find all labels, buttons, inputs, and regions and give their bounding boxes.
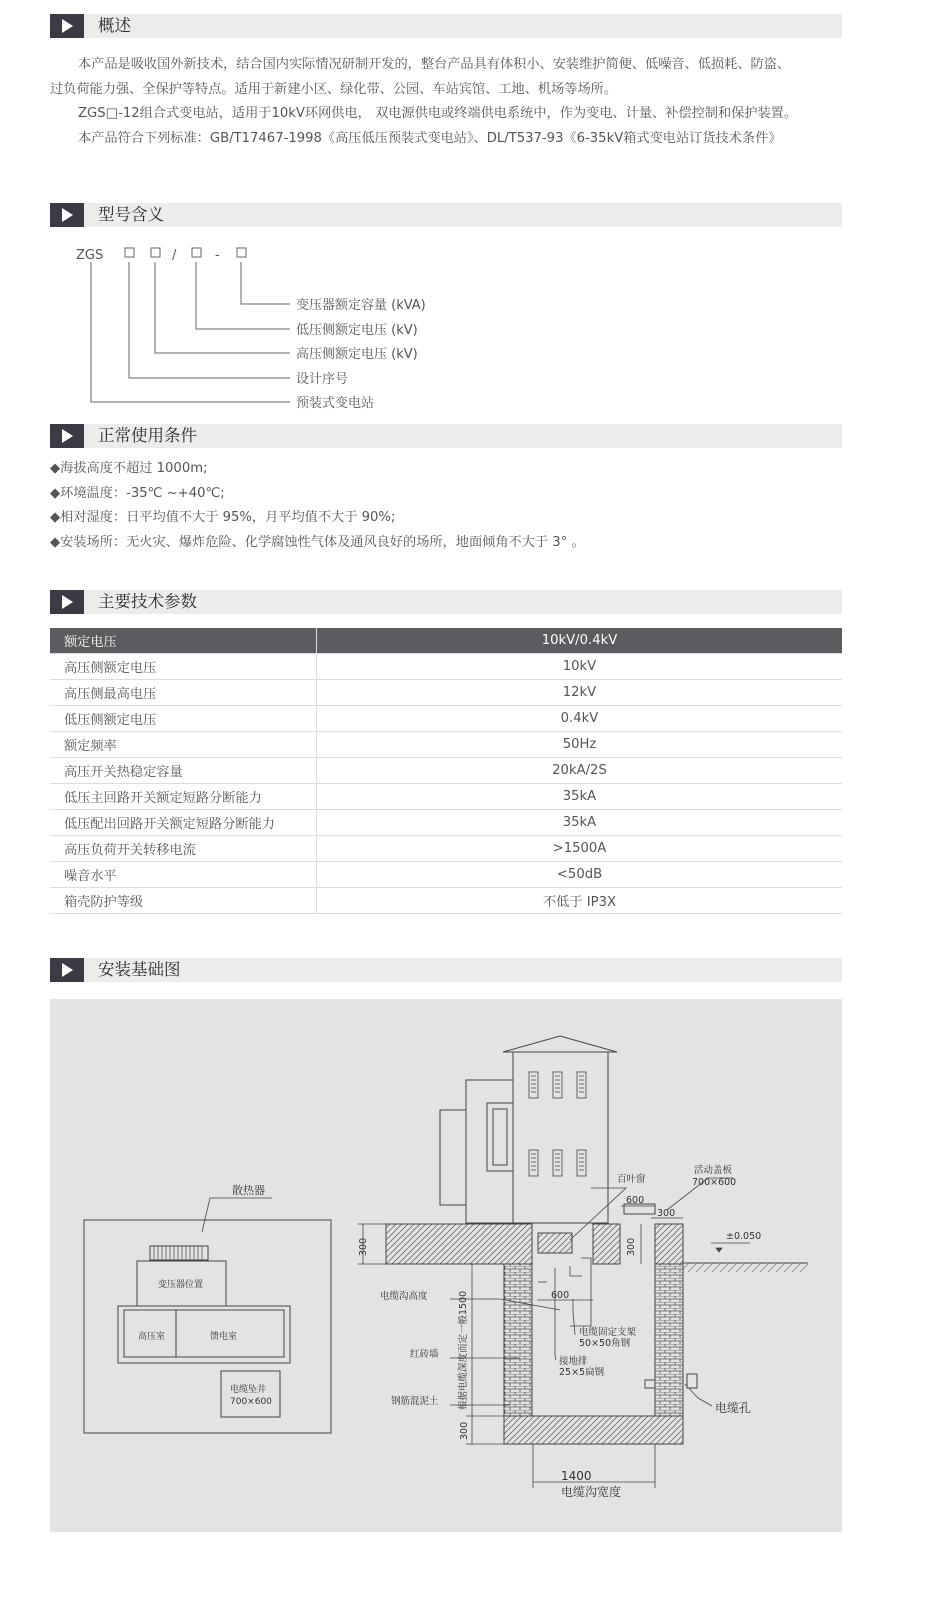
param-value: 不低于 IP3X [317,888,843,914]
table-row [50,732,842,758]
param-value: 10kV [317,654,843,680]
param-name: 高压开关热稳定容量 [50,758,317,784]
table-header-row [50,628,842,654]
leader-line [91,262,290,402]
leader-line [241,262,290,304]
dim-300-right: 300 [657,1208,676,1219]
param-name: 高压侧最高电压 [50,680,317,706]
param-name: 额定频率 [50,732,317,758]
section-title: 正常使用条件 [98,426,197,445]
section-header-model [50,203,842,227]
side-door-inner [493,1109,507,1165]
cable-well-label: 电缆坠井 [230,1385,267,1395]
condition-item: ◆安装场所：无火灾、爆炸危险、化学腐蚀性气体及通风良好的场所，地面倾角不大于 3° 。 [50,534,585,550]
bracket-label: 电缆固定支架 [579,1327,637,1338]
param-value: >1500A [317,836,843,862]
table-row [50,810,842,836]
param-name: 低压主回路开关额定短路分断能力 [50,784,317,810]
conditions-list [50,457,585,555]
width-label: 电缆沟宽度 [561,1485,622,1499]
slab-mid [593,1224,620,1264]
model-label: 变压器额定容量 (kVA) [296,298,426,313]
param-name: 低压侧额定电压 [50,706,317,732]
table-row [50,758,842,784]
table-row [50,706,842,732]
param-name: 噪音水平 [50,862,317,888]
table-row [50,888,842,914]
model-code-diagram [0,240,520,430]
brick-wall-left [504,1264,532,1416]
hv-room-label: 高压室 [138,1332,166,1342]
concrete-label: 钢筋混泥土 [391,1396,439,1407]
slab-left [386,1224,532,1264]
section-header-foundation [50,958,842,982]
roof [503,1036,617,1052]
table-row [50,862,842,888]
foundation-drawing [50,999,842,1532]
table-row [50,680,842,706]
play-icon [50,958,84,982]
radiator-shape [150,1246,208,1260]
dim-300-bottom: 300 [459,1421,470,1440]
spec-table [50,628,842,914]
model-label: 高压侧额定电压 (kV) [296,347,418,362]
ground-bar-spec: 25×5扁钢 [559,1367,605,1378]
movable-cover-label: 活动盖板 [694,1165,733,1176]
condition-item: ◆相对湿度：日平均值不大于 95%，月平均值不大于 90%; [50,510,396,525]
leader-line [129,262,290,378]
model-code-box [192,248,201,257]
table-header-cell: 额定电压 [50,628,317,654]
ground-bar-label: 接地排 [559,1356,588,1367]
play-icon [50,424,84,448]
brick-wall-label: 红砖墙 [410,1349,439,1360]
model-label: 预装式变电站 [296,396,375,411]
leader-line [196,262,290,329]
dim-600-top: 600 [626,1195,645,1206]
model-code-prefix: ZGS [76,248,104,263]
foundation-drawing-svg [50,999,842,1532]
radiator-label: 散热器 [232,1184,265,1197]
param-name: 高压侧额定电压 [50,654,317,680]
param-value: 0.4kV [317,706,843,732]
play-icon [50,203,84,227]
table-row [50,784,842,810]
overview-line: ZGS□-12组合式变电站，适用于10kV环网供电， 双电源供电或终端供电系统中，作为变电、计量、补偿控制和保护装置。 [78,106,798,121]
louver-window [538,1233,572,1253]
condition-item: ◆海拔高度不超过 1000m; [50,461,208,476]
cable-hole-pipe [687,1374,697,1388]
table-row [50,836,842,862]
transformer-label: 变压器位置 [158,1280,204,1290]
trench-height-label: 电缆沟高度 [380,1291,428,1302]
overview-line: 本产品是吸收国外新技术，结合国内实际情况研制开发的，整台产品具有体积小、安装维护简便、低噪音、低损耗、防盗、 [78,57,791,72]
section-header-params [50,590,842,614]
width-value: 1400 [561,1469,592,1483]
dim-300-mid: 300 [626,1237,637,1256]
overview-line: 过负荷能力强、全保护等特点。适用于新建小区、绿化带、公园、车站宾馆、工地、机场等场所。 [50,81,618,97]
param-value: 50Hz [317,732,843,758]
ground-hatch [683,1263,808,1272]
model-code-box [237,248,246,257]
louver-label: 百叶窗 [617,1174,646,1185]
level-label: ±0.050 [726,1231,762,1242]
model-code-box [125,248,134,257]
section-title: 主要技术参数 [98,592,197,611]
dim-300-left: 300 [358,1237,369,1256]
param-name: 低压配出回路开关额定短路分断能力 [50,810,317,836]
section-title: 概述 [98,16,131,35]
param-value: 20kA/2S [317,758,843,784]
depth-note: 根据电缆深度而定一般1500 [458,1290,469,1410]
model-label: 设计序号 [296,372,349,387]
condition-item: ◆环境温度：-35℃ ~+40℃; [50,485,225,501]
section-title: 安装基础图 [98,960,181,979]
slab-right [655,1224,683,1264]
section-title: 型号含义 [98,205,164,224]
cable-well-size: 700×600 [230,1397,272,1407]
movable-cover-size: 700×600 [692,1177,737,1188]
model-code-dash: - [215,248,220,263]
param-value: 35kA [317,784,843,810]
substation-housing [440,1036,617,1223]
model-label: 低压侧额定电压 (kV) [296,323,418,338]
model-code-box [151,248,160,257]
param-name: 箱壳防护等级 [50,888,317,914]
overview-text [50,53,850,151]
overview-line: 本产品符合下列标准：GB/T17467-1998《高压低压预装式变电站》、DL/T537-93《6-35kV箱式变电站订货技术条件》 [78,130,782,146]
concrete-base [504,1416,683,1444]
housing-body [513,1052,608,1223]
section-header-conditions [50,424,842,448]
param-name: 高压负荷开关转移电流 [50,836,317,862]
param-value: <50dB [317,862,843,888]
leader-line [155,262,290,353]
table-header-cell: 10kV/0.4kV [317,628,843,654]
table-row [50,654,842,680]
param-value: 35kA [317,810,843,836]
feeder-room-label: 馈电室 [210,1332,238,1342]
brick-wall-right [655,1264,683,1416]
model-code-slash: / [172,248,177,263]
bracket-spec: 50×50角钢 [579,1338,631,1349]
cable-hole-pipe [645,1380,655,1388]
play-icon [50,14,84,38]
dim-600-mid: 600 [551,1290,570,1301]
play-icon [50,590,84,614]
side-panel [440,1110,466,1205]
cable-hole-label: 电缆孔 [715,1401,752,1415]
param-value: 12kV [317,680,843,706]
section-header-overview [50,14,842,38]
plan-view [84,1198,331,1433]
